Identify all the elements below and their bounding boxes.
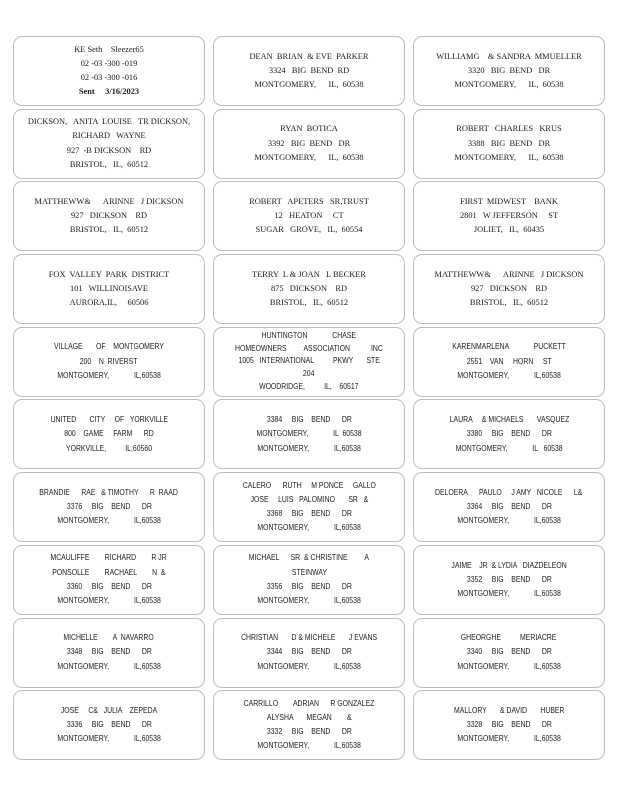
address-line: MALLORY & DAVID HUBER xyxy=(453,705,565,715)
address-line: 200 N RIVERST xyxy=(80,356,138,366)
address-line: MONTGOMERY, IL,60538 xyxy=(257,741,361,751)
address-line: PONSOLLE RACHAEL N & xyxy=(52,567,166,577)
address-line: Sent 3/16/2023 xyxy=(78,87,140,97)
address-line: 3320 BIG BEND DR xyxy=(467,65,551,75)
address-line: MONTGOMERY, IL,60538 xyxy=(457,370,561,380)
address-line: HUNTINGTON CHASE xyxy=(261,331,357,341)
address-line: JOLIET, IL, 60435 xyxy=(473,225,545,235)
address-label xyxy=(413,472,605,542)
address-label xyxy=(413,327,605,397)
address-line: MICHAEL SR & CHRISTINE A xyxy=(248,553,370,563)
address-label xyxy=(413,690,605,760)
address-line: 3324 BIG BEND RD xyxy=(268,65,350,75)
address-line: MONTGOMERY, IL, 60538 xyxy=(254,80,364,90)
address-line: 3332 BIG BEND DR xyxy=(266,727,352,737)
address-line: RYAN BOTICA xyxy=(280,124,338,134)
address-line: GHEORGHE MERIACRE xyxy=(461,633,557,643)
address-line: MONTGOMERY, IL,60538 xyxy=(257,596,361,606)
address-line: STEINWAY xyxy=(291,567,327,577)
address-line: DICKSON, ANITA LOUISE TR DICKSON, xyxy=(27,117,191,127)
address-label xyxy=(213,690,405,760)
address-line: MONTGOMERY, IL,60538 xyxy=(457,516,561,526)
address-label xyxy=(13,472,205,542)
address-label xyxy=(13,327,205,397)
address-label xyxy=(413,36,605,106)
address-line: CARRILLO ADRIAN R GONZALEZ xyxy=(243,698,375,708)
address-line: FOX VALLEY PARK DISTRICT xyxy=(48,269,170,279)
address-line: ROBERT CHARLES KRUS xyxy=(456,124,562,134)
address-label xyxy=(13,399,205,469)
address-line: 3340 BIG BEND DR xyxy=(466,647,552,657)
label-sheet xyxy=(13,36,605,760)
address-line: 927 DICKSON RD xyxy=(70,211,148,221)
address-line: MONTGOMERY, IL,60538 xyxy=(57,516,161,526)
address-line: 3356 BIG BEND DR xyxy=(266,581,352,591)
address-line: BRISTOL, IL, 60512 xyxy=(469,298,549,308)
address-line: 204 xyxy=(303,369,315,379)
address-line: MONTGOMERY, IL, 60538 xyxy=(454,152,564,162)
address-line: KE Seth Sleezer65 xyxy=(74,44,144,54)
address-line: JOSE C& JULIA ZEPEDA xyxy=(60,705,158,715)
address-line: 2801 W JEFFERSON ST xyxy=(459,211,559,221)
address-line: MONTGOMERY, IL 60538 xyxy=(256,429,362,439)
address-line: MONTGOMERY, IL,60538 xyxy=(457,588,561,598)
address-line: 02 -03 -300 -016 xyxy=(80,73,138,82)
address-line: AURORA,IL, 60506 xyxy=(69,298,149,308)
address-label xyxy=(213,327,405,397)
address-line: MONTGOMERY, IL,60538 xyxy=(57,734,161,744)
address-line: MONTGOMERY, IL, 60538 xyxy=(454,80,564,90)
address-label xyxy=(13,109,205,179)
address-line: MONTGOMERY, IL,60538 xyxy=(57,661,161,671)
address-label xyxy=(413,254,605,324)
address-line: RICHARD WAYNE xyxy=(72,131,146,141)
address-line: 3348 BIG BEND DR xyxy=(66,647,152,657)
address-line: JAIME JR & LYDIA DIAZDELEON xyxy=(451,560,567,570)
address-line: 02 -03 -300 -019 xyxy=(80,58,138,68)
address-line: BRISTOL, IL, 60512 xyxy=(69,159,149,169)
address-line: 3360 BIG BEND DR xyxy=(66,581,152,591)
address-line: CHRISTIAN D & MICHELE J EVANS xyxy=(241,633,377,643)
address-line: MONTGOMERY, IL,60538 xyxy=(257,523,361,533)
address-label xyxy=(213,254,405,324)
address-line: YORKVILLE, IL,60560 xyxy=(65,443,153,453)
address-line: 3384 BIG BEND DR xyxy=(266,415,352,425)
address-line: 927 -B DICKSON RD xyxy=(66,145,152,155)
address-line: 3380 BIG BEND DR xyxy=(466,429,552,439)
address-line: 3344 BIG BEND DR xyxy=(266,647,352,657)
address-line: 800 GAME FARM RD xyxy=(64,429,154,439)
address-line: BRANDIE RAE & TIMOTHY R RAAD xyxy=(39,487,179,497)
address-line: DEAN BRIAN & EVE PARKER xyxy=(249,51,369,61)
address-line: UNITED CITY OF YORKVILLE xyxy=(50,415,168,425)
address-line: MATTHEWW& ARINNE J DICKSON xyxy=(34,197,184,207)
address-line: BRISTOL, IL, 60512 xyxy=(69,225,149,235)
address-label xyxy=(13,254,205,324)
address-line: 3328 BIG BEND DR xyxy=(466,720,552,730)
address-line: CALERO RUTH M PONCE GALLO xyxy=(242,480,376,490)
address-line: MONTGOMERY, IL 60538 xyxy=(455,443,563,453)
address-label xyxy=(13,36,205,106)
address-line: SUGAR GROVE, IL, 60554 xyxy=(255,225,363,235)
address-label xyxy=(13,690,205,760)
address-line: DELOERA PAULO J AMY NICOLE L& xyxy=(435,487,583,497)
address-line: MONTGOMERY, IL,60538 xyxy=(457,734,561,744)
address-label xyxy=(213,36,405,106)
address-line: ROBERT APETERS SR,TRUST xyxy=(249,197,369,207)
address-label xyxy=(413,399,605,469)
address-line: KARENMARLENA PUCKETT xyxy=(452,342,566,352)
address-label xyxy=(413,109,605,179)
address-line: 927 DICKSON RD xyxy=(470,283,548,293)
address-line: HOMEOWNERS ASSOCIATION INC xyxy=(235,343,383,353)
address-line: 2551 VAN HORN ST xyxy=(466,356,552,366)
address-label xyxy=(213,181,405,251)
address-line: MICHELLE A NAVARRO xyxy=(63,633,155,643)
address-line: MCAULIFFE RICHARD R JR xyxy=(50,553,168,563)
address-line: 3352 BIG BEND DR xyxy=(466,574,552,584)
address-line: MONTGOMERY, IL,60538 xyxy=(257,661,361,671)
address-line: ALYSHA MEGAN & xyxy=(266,712,352,722)
address-line: 101 WILLINOISAVE xyxy=(69,283,149,293)
address-line: TERRY L & JOAN L BECKER xyxy=(252,269,366,279)
address-line: MONTGOMERY, IL,60538 xyxy=(57,370,161,380)
address-label xyxy=(413,545,605,615)
address-line: 3364 BIG BEND DR xyxy=(466,502,552,512)
address-line: MONTGOMERY, IL,60538 xyxy=(257,443,361,453)
address-line: BRISTOL, IL, 60512 xyxy=(269,298,349,308)
address-label xyxy=(213,545,405,615)
address-label xyxy=(213,399,405,469)
address-line: WOODRIDGE, IL, 60517 xyxy=(259,381,359,391)
address-line: MONTGOMERY, IL, 60538 xyxy=(254,152,364,162)
address-line: 3376 BIG BEND DR xyxy=(66,502,152,512)
address-line: MONTGOMERY, IL,60538 xyxy=(457,661,561,671)
address-line: VILLAGE OF MONTGOMERY xyxy=(54,342,164,352)
address-label xyxy=(13,545,205,615)
address-line: 3336 BIG BEND DR xyxy=(66,720,152,730)
address-line: 12 HEATON CT xyxy=(274,211,344,221)
address-line: 3388 BIG BEND DR xyxy=(467,138,551,148)
address-line: MONTGOMERY, IL,60538 xyxy=(57,596,161,606)
address-line: WILLIAMG & SANDRA MMUELLER xyxy=(436,51,582,61)
address-line: LAURA & MICHAELS VASQUEZ xyxy=(449,415,569,425)
address-label xyxy=(13,181,205,251)
address-label xyxy=(413,181,605,251)
address-label xyxy=(213,109,405,179)
address-line: JOSE LUIS PALOMINO SR & xyxy=(250,494,368,504)
address-label xyxy=(213,472,405,542)
address-line: FIRST MIDWEST BANK xyxy=(460,197,558,207)
address-label xyxy=(13,618,205,688)
address-line: MATTHEWW& ARINNE J DICKSON xyxy=(434,269,584,279)
address-line: 875 DICKSON RD xyxy=(270,283,348,293)
address-line: 1005 INTERNATIONAL PKWY STE xyxy=(238,356,380,366)
address-line: 3368 BIG BEND DR xyxy=(266,509,352,519)
address-label xyxy=(213,618,405,688)
address-label xyxy=(413,618,605,688)
address-line: 3392 BIG BEND DR xyxy=(267,138,351,148)
